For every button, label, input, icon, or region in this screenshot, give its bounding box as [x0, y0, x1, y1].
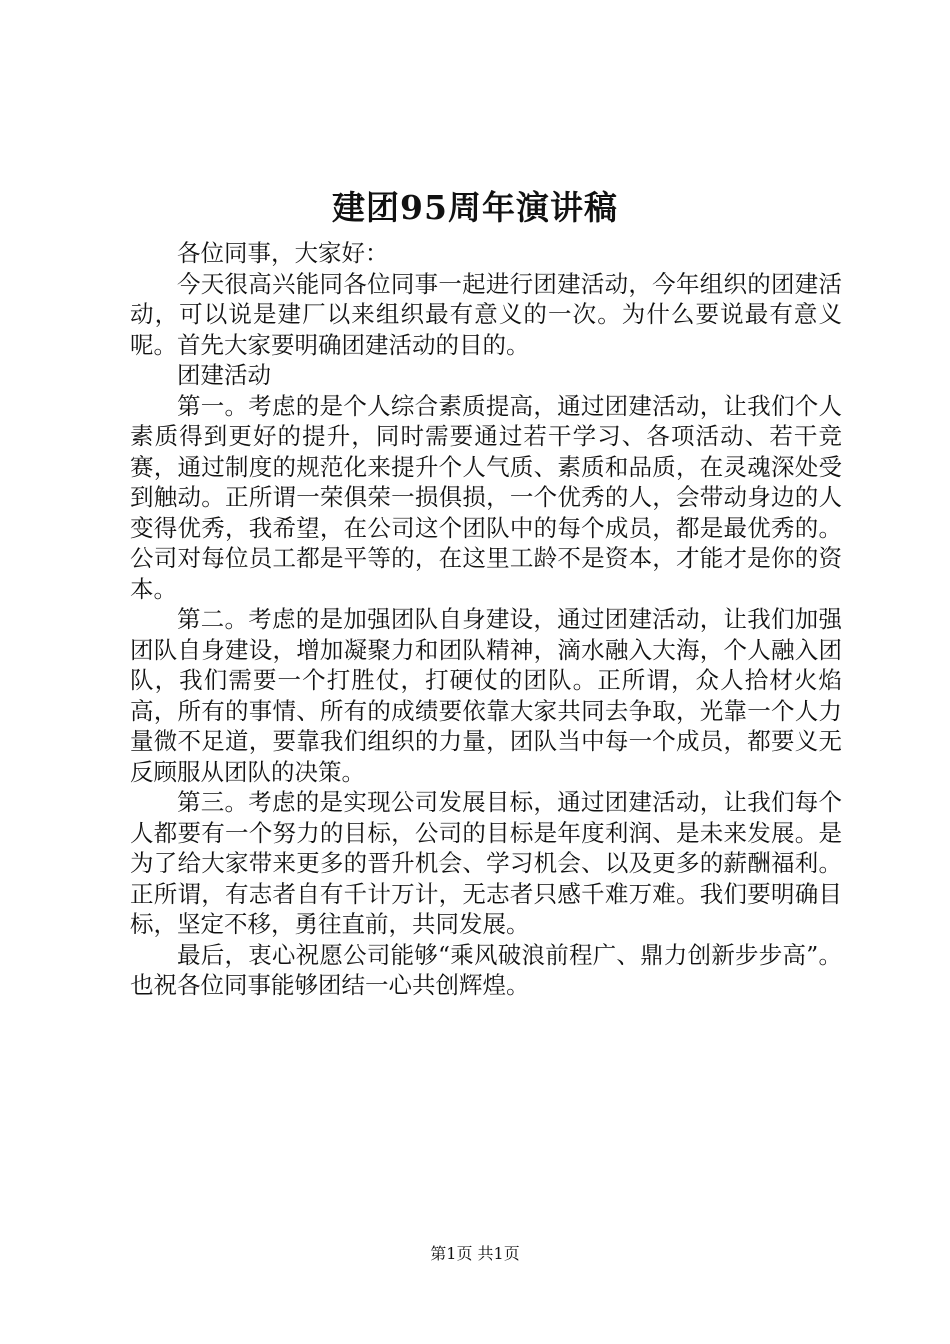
page-footer: 第1页 共1页	[430, 1244, 520, 1263]
paragraph-heading: 团建活动	[177, 361, 271, 389]
paragraph-greeting: 各位同事，大家好：	[177, 239, 389, 267]
document-title: 建团95周年演讲稿	[332, 188, 618, 227]
paragraph-first: 第一。考虑的是个人综合素质提高，通过团建活动，让我们个人素质得到更好的提升，同时需要通过若干学习、各项活动、若干竞赛，通过制度的规范化来提升个人气质、素质和品质，在灵魂深处受到触动。正所谓一荣俱荣一损俱损，一个优秀的人，会带动身边的人变得优秀，我希望，在公司这个团队中的每个成员，都是最优秀的。公司对每位员工都是平等的，在这里工龄不是资本，才能才是你的资本。	[130, 391, 842, 603]
paragraph-second: 第二。考虑的是加强团队自身建设，通过团建活动，让我们加强团队自身建设，增加凝聚力和团队精神，滴水融入大海，个人融入团队，我们需要一个打胜仗，打硬仗的团队。正所谓，众人拾材火焰高，所有的事情、所有的成绩要依靠大家共同去争取，光靠一个人力量微不足道，要靠我们组织的力量，团队当中每一个成员，都要义无反顾服从团队的决策。	[130, 605, 842, 786]
paragraph-intro: 今天很高兴能同各位同事一起进行团建活动，今年组织的团建活动，可以说是建厂以来组织最有意义的一次。为什么要说最有意义呢。首先大家要明确团建活动的目的。	[130, 269, 842, 359]
paragraph-third: 第三。考虑的是实现公司发展目标，通过团建活动，让我们每个人都要有一个努力的目标，公司的目标是年度利润、是未来发展。是为了给大家带来更多的晋升机会、学习机会、以及更多的薪酬福利。正所谓，有志者自有千计万计，无志者只感千难万难。我们要明确目标，坚定不移，勇往直前，共同发展。	[130, 788, 842, 938]
document-body	[130, 238, 842, 1001]
paragraph-closing: 最后，衷心祝愿公司能够“乘风破浪前程广、鼎力创新步步高”。也祝各位同事能够团结一心共创辉煌。	[130, 940, 842, 999]
